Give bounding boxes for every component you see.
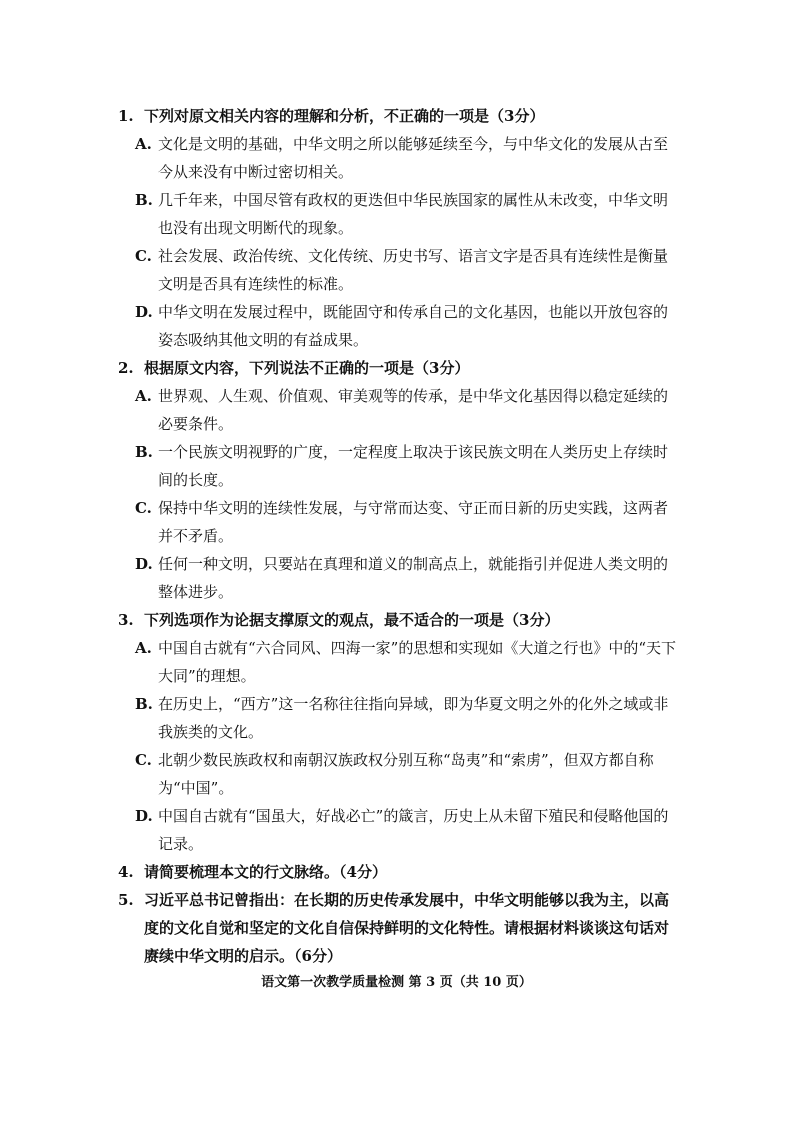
question-text: 请简要梳理本文的行文脉络。（4分） (144, 863, 387, 881)
question-text: 根据原文内容，下列说法不正确的一项是（3分） (144, 359, 470, 377)
option-letter: A. (135, 135, 152, 153)
question-2-option (118, 494, 678, 550)
question-2-option (118, 382, 678, 438)
question-1-option (118, 130, 678, 186)
question-number: 1. (118, 107, 134, 125)
option-text: 任何一种文明，只要站在真理和道义的制高点上，就能指引并促进人类文明的整体进步。 (158, 555, 669, 601)
option-text: 世界观、人生观、价值观、审美观等的传承，是中华文化基因得以稳定延续的必要条件。 (158, 387, 669, 433)
option-text: 中国自古就有“六合同风、四海一家”的思想和实现如《大道之行也》中的“天下大同”的理想。 (158, 639, 677, 685)
question-text: 下列选项作为论据支撑原文的观点，最不适合的一项是（3分） (144, 611, 560, 629)
question-1-option (118, 186, 678, 242)
question-2-option (118, 550, 678, 606)
option-text: 中国自古就有“国虽大，好战必亡”的箴言，历史上从未留下殖民和侵略他国的记录。 (158, 807, 669, 853)
option-letter: A. (135, 387, 152, 405)
option-letter: C. (135, 751, 152, 769)
page-footer: 语文第一次教学质量检测 第 3 页（共 10 页） (261, 975, 532, 990)
question-number: 4. (118, 863, 134, 881)
option-letter: D. (135, 303, 153, 321)
question-3-option (118, 634, 678, 690)
option-text: 一个民族文明视野的广度，一定程度上取决于该民族文明在人类历史上存续时间的长度。 (158, 443, 669, 489)
question-text: 习近平总书记曾指出：在长期的历史传承发展中，中华文明能够以我为主，以高度的文化自觉和坚定的文化自信保持鲜明的文化特性。请根据材料谈谈这句话对赓续中华文明的启示。（6分） (144, 891, 670, 965)
question-number: 5. (118, 891, 134, 909)
option-letter: C. (135, 499, 152, 517)
question-4 (118, 858, 678, 886)
option-text: 社会发展、政治传统、文化传统、历史书写、语言文字是否具有连续性是衡量文明是否具有连续性的标准。 (158, 247, 669, 293)
option-text: 保持中华文明的连续性发展，与守常而达变、守正而日新的历史实践，这两者并不矛盾。 (158, 499, 669, 545)
question-3-option (118, 746, 678, 802)
question-list (118, 102, 678, 970)
option-letter: A. (135, 639, 152, 657)
question-3 (118, 606, 678, 634)
question-1-option (118, 242, 678, 298)
option-letter: D. (135, 807, 153, 825)
question-3-option (118, 802, 678, 858)
option-letter: B. (135, 443, 153, 461)
question-2 (118, 354, 678, 382)
question-text: 下列对原文相关内容的理解和分析，不正确的一项是（3分） (144, 107, 545, 125)
option-text: 在历史上，“西方”这一名称往往指向异域，即为华夏文明之外的化外之域或非我族类的文化。 (158, 695, 669, 741)
option-text: 几千年来，中国尽管有政权的更迭但中华民族国家的属性从未改变，中华文明也没有出现文明断代的现象。 (158, 191, 669, 237)
question-1-option (118, 298, 678, 354)
question-number: 3. (118, 611, 134, 629)
option-letter: C. (135, 247, 152, 265)
question-1 (118, 102, 678, 130)
question-5 (118, 886, 678, 970)
option-letter: B. (135, 191, 153, 209)
option-letter: D. (135, 555, 153, 573)
question-3-option (118, 690, 678, 746)
question-2-option (118, 438, 678, 494)
option-text: 文化是文明的基础，中华文明之所以能够延续至今，与中华文化的发展从古至今从来没有中断过密切相关。 (158, 135, 669, 181)
question-number: 2. (118, 359, 134, 377)
option-text: 北朝少数民族政权和南朝汉族政权分别互称“岛夷”和“索虏”，但双方都自称为“中国”。 (158, 751, 654, 797)
option-text: 中华文明在发展过程中，既能固守和传承自己的文化基因，也能以开放包容的姿态吸纳其他文明的有益成果。 (158, 303, 669, 349)
option-letter: B. (135, 695, 153, 713)
